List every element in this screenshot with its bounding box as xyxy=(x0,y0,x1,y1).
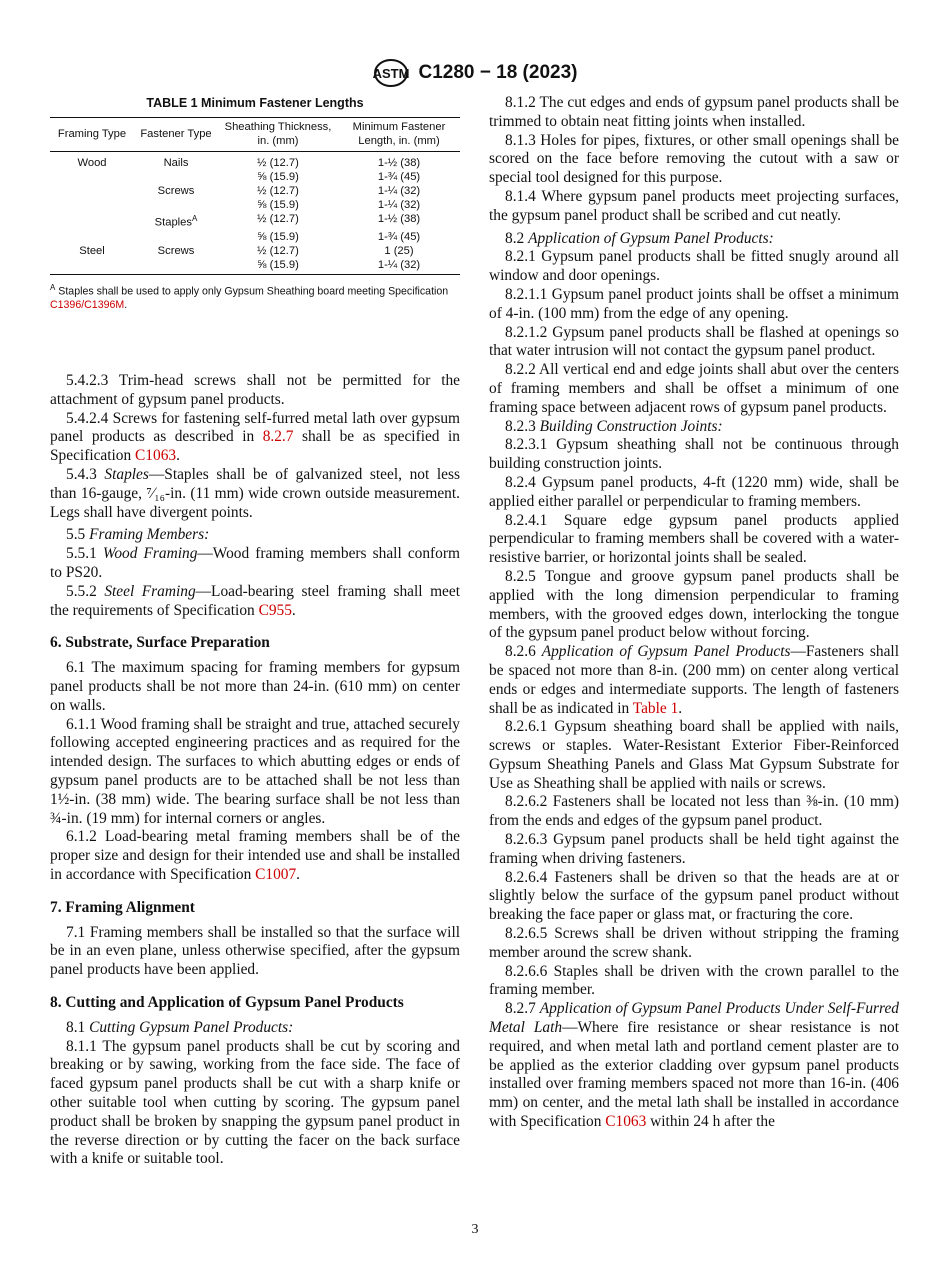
fastener-table xyxy=(50,117,460,275)
page-header xyxy=(0,58,950,88)
para-8-2-1: 8.2.1 Gypsum panel products shall be fitted snugly around all window and door openings. xyxy=(489,248,899,285)
table-footnote: $^A$ Staples shall be used to apply only Gypsum Sheathing board meeting Specification C1396/C1396M. xyxy=(50,282,449,312)
para-8-2-6: 8.2.6 Application of Gypsum Panel Products—Fasteners shall be spaced not more than 8-in. (200 mm) on center along vertical ends or edges and intermediate supports. The length of fasteners shall be as indicated in Table 1. xyxy=(489,643,899,717)
para-5-5-2: 5.5.2 Steel Framing—Load-bearing steel framing shall meet the requirements of Specification C955. xyxy=(50,582,460,619)
para-8-2-6-2: 8.2.6.2 Fasteners shall be located not less than ⅜-in. (10 mm) from the ends and edges of the gypsum panel product. xyxy=(489,793,899,830)
col-header-thickness: Sheathing Thickness, in. (mm) xyxy=(218,117,338,151)
para-8-1-3: 8.1.3 Holes for pipes, fixtures, or other small openings shall be scored on the face before removing the cutout with a saw or special tool designed for this purpose. xyxy=(489,131,899,187)
table-cell: 1-¾ (45) xyxy=(377,230,421,243)
table-cell: ⅝ (15.9) xyxy=(257,230,299,243)
table-cell: Screws xyxy=(157,244,195,257)
para-8-2-6-4: 8.2.6.4 Fasteners shall be driven so that the heads are at or slightly below the surface of the gypsum panel product without breaking the face paper or glass mat, or fracturing the core. xyxy=(489,868,899,924)
para-5-5: 5.5 Framing Members: xyxy=(66,526,210,544)
col-header-framing: Framing Type xyxy=(50,117,134,151)
page-number: 3 xyxy=(471,1222,479,1237)
para-8-1-2: 8.1.2 The cut edges and ends of gypsum panel products shall be trimmed to obtain neat fitting joints when installed. xyxy=(489,94,899,130)
table-cell: Nails xyxy=(163,156,189,169)
para-8-1-1: 8.1.1 The gypsum panel products shall be cut by scoring and breaking or by sawing, working from the face side. The face of faced gypsum panel products shall be cut with a sharp knife or other suitable tool when cutting by scoring. The gypsum panel product shall be broken by snapping the gypsum panel product in the reverse direction or by cutting the facer on the back surface with a knife or suitable tool. xyxy=(50,1037,460,1168)
table-cell: 1-¼ (32) xyxy=(377,184,421,197)
col-header-length: Minimum Fastener Length, in. (mm) xyxy=(338,117,460,151)
table-cell xyxy=(50,258,134,275)
table-cell: ⅝ (15.9) xyxy=(218,258,338,275)
table-row xyxy=(50,244,460,258)
para-7-1: 7.1 Framing members shall be installed so that the surface will be in an even plane, unless otherwise specified, after the gypsum panel products have been applied. xyxy=(50,923,460,979)
para-8-2-4-1: 8.2.4.1 Square edge gypsum panel products applied perpendicular to framing members shall be covered with a water-resistive barrier, or horizontal joints shall be sealed. xyxy=(489,511,899,567)
link-8-2-7[interactable]: 8.2.7 xyxy=(262,428,294,446)
para-8-2-1-2: 8.2.1.2 Gypsum panel products shall be flashed at openings so that water intrusion will not contact the gypsum panel product. xyxy=(489,323,899,360)
para-8-2-5: 8.2.5 Tongue and groove gypsum panel products shall be applied with the long dimension perpendicular to framing members, with the grooved edges down, interlocking the tongue of the gypsum panel product below without forcing. xyxy=(489,567,899,642)
para-8-1-4: 8.1.4 Where gypsum panel products meet projecting surfaces, the gypsum panel product shall be scribed and cut neatly. xyxy=(489,187,899,224)
table-cell: 1 (25) xyxy=(384,244,414,257)
table-cell xyxy=(50,170,134,184)
table-cell: ½ (12.7) xyxy=(257,212,299,225)
para-8-2-3: 8.2.3 Building Construction Joints: xyxy=(505,417,723,435)
table-cell: Wood xyxy=(77,156,107,169)
table-cell xyxy=(50,212,134,230)
table-cell xyxy=(50,230,134,244)
para-5-5-1: 5.5.1 Wood Framing—Wood framing members shall conform to PS20. xyxy=(50,545,460,582)
para-5-4-3: 5.4.3 Staples—Staples shall be of galvanized steel, not less than 16-gauge, ⁷⁄₁₆-in. (11 mm) wide crown outside measurement. Legs shall have divergent points. xyxy=(50,466,460,521)
table-cell xyxy=(50,198,134,212)
table-cell: 1-¼ (32) xyxy=(377,198,421,211)
link-c955[interactable]: C955 xyxy=(258,601,292,619)
table-cell: ⅝ (15.9) xyxy=(257,198,299,211)
table-cell: Screws xyxy=(157,184,195,197)
table-cell xyxy=(134,198,218,212)
footnote-link[interactable]: C1396/C1396M xyxy=(50,299,125,312)
table-cell: ½ (12.7) xyxy=(257,184,299,197)
table-row xyxy=(50,198,460,212)
table-cell: 1-¾ (45) xyxy=(377,170,421,183)
table-cell: ⅝ (15.9) xyxy=(257,170,299,183)
left-column xyxy=(50,94,460,1169)
section-7-heading: 7. Framing Alignment xyxy=(50,898,195,916)
para-6-1-2: 6.1.2 Load-bearing metal framing members shall be of the proper size and design for their intended use and shall be installed in accordance with Specification C1007. xyxy=(50,828,460,883)
section-8-heading: 8. Cutting and Application of Gypsum Panel Products xyxy=(50,993,404,1011)
table-cell: ½ (12.7) xyxy=(257,244,299,257)
table-row xyxy=(50,230,460,244)
para-8-2-4: 8.2.4 Gypsum panel products, 4-ft (1220 mm) wide, shall be applied either parallel or perpendicular to framing members. xyxy=(489,473,899,510)
astm-logo-icon xyxy=(373,58,409,88)
table-cell xyxy=(134,258,218,275)
para-8-2-7: 8.2.7 Application of Gypsum Panel Products Under Self-Furred Metal Lath—Where fire resistance or shear resistance is not required, and when metal lath and portland cement plaster are to be applied as the exterior cladding over gypsum panel products installed over framing members spaced not more than 16-in. (406 mm) on center, and the metal lath shall be installed in accordance with Specification C1063 within 24 h after the xyxy=(489,1000,899,1131)
table-row xyxy=(50,170,460,184)
table-cell xyxy=(134,230,218,244)
table-row xyxy=(50,151,460,170)
table-title: TABLE 1 Minimum Fastener Lengths xyxy=(146,96,364,110)
link-c1063-2[interactable]: C1063 xyxy=(605,1113,647,1131)
link-table-1[interactable]: Table 1 xyxy=(632,699,679,717)
document-designation: C1280 − 18 (2023) xyxy=(418,62,578,83)
svg-text:ASTM: ASTM xyxy=(372,66,409,81)
table-cell xyxy=(134,170,218,184)
right-column xyxy=(489,94,899,1132)
para-8-2-2: 8.2.2 All vertical end and edge joints shall abut over the centers of framing members and shall be offset a minimum of one framing space between adjacent rows of gypsum panel products. xyxy=(489,361,899,416)
para-8-2-3-1: 8.2.3.1 Gypsum sheathing shall not be continuous through building construction joints. xyxy=(489,436,899,473)
table-row xyxy=(50,212,460,230)
table-cell: 1-½ (38) xyxy=(377,156,421,169)
para-8-2-6-6: 8.2.6.6 Staples shall be driven with the crown parallel to the framing member. xyxy=(489,962,899,999)
para-5-4-2-4: 5.4.2.4 Screws for fastening self-furred metal lath over gypsum panel products as described in 8.2.7 shall be as specified in Specification C1063. xyxy=(50,409,460,465)
para-5-4-2-3: 5.4.2.3 Trim-head screws shall not be permitted for the attachment of gypsum panel products. xyxy=(50,372,460,408)
link-c1007[interactable]: C1007 xyxy=(255,865,297,883)
para-8-2-6-5: 8.2.6.5 Screws shall be driven without stripping the framing member around the screw shank. xyxy=(489,925,899,961)
para-8-2-6-3: 8.2.6.3 Gypsum panel products shall be held tight against the framing when driving fasteners. xyxy=(489,831,899,867)
table-row xyxy=(50,258,460,275)
col-header-fastener: Fastener Type xyxy=(134,117,218,151)
para-8-2-1-1: 8.2.1.1 Gypsum panel product joints shall be offset a minimum of 4-in. (100 mm) from the edge of any opening. xyxy=(489,285,899,322)
table-cell: 1-¼ (32) xyxy=(338,258,460,275)
table-cell: Steel xyxy=(79,244,105,257)
table-cell: 1-½ (38) xyxy=(377,212,421,225)
para-6-1: 6.1 The maximum spacing for framing members for gypsum panel products shall be not more than 24-in. (610 mm) on center on walls. xyxy=(50,659,460,714)
table-row xyxy=(50,184,460,198)
para-8-2-6-1: 8.2.6.1 Gypsum sheathing board shall be applied with nails, screws or staples. Water-Resistant Exterior Fiber-Reinforced Gypsum Sheathing Panels and Glass Mat Gypsum Substrate for Use as Sheathing shall be applied with nails or screws. xyxy=(489,718,899,792)
table-cell xyxy=(50,184,134,198)
para-8-1: 8.1 Cutting Gypsum Panel Products: xyxy=(66,1018,294,1036)
para-6-1-1: 6.1.1 Wood framing shall be straight and true, attached securely following accepted engineering practices and as required for the intended design. The surfaces to which abutting edges or ends of gypsum panel products are to be attached shall be not less than 1½-in. (38 mm) wide. The bearing surface shall be not less than ¾-in. (19 mm) for internal corners or angles. xyxy=(50,715,460,827)
section-6-heading: 6. Substrate, Surface Preparation xyxy=(50,634,270,652)
table-cell: ½ (12.7) xyxy=(257,156,299,169)
para-8-2: 8.2 Application of Gypsum Panel Products: xyxy=(505,229,774,247)
link-c1063[interactable]: C1063 xyxy=(135,447,177,465)
table-cell: Staples$^A$ xyxy=(154,213,198,229)
